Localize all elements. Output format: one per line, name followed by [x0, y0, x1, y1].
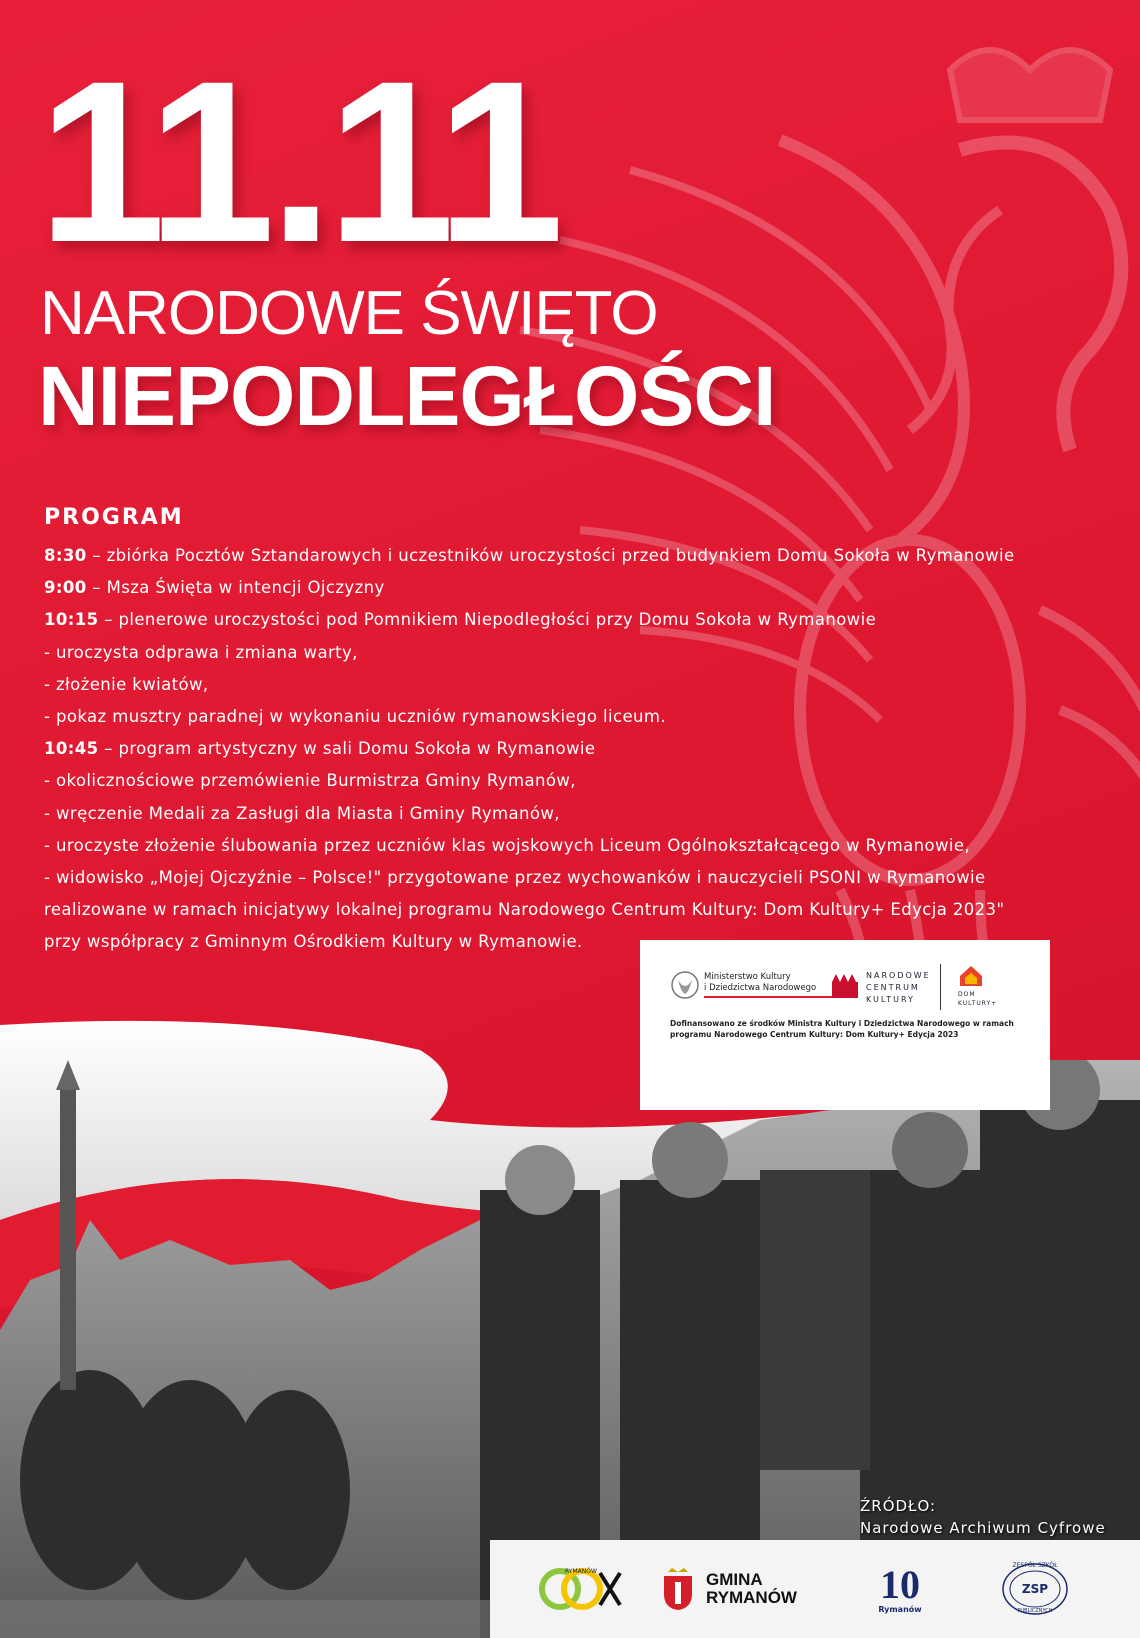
nck-name: NARODOWE CENTRUM KULTURY	[866, 971, 931, 1004]
program-line: 10:45 – program artystyczny w sali Domu Sokoła w Rymanowie	[44, 739, 596, 759]
program-line: - pokaz musztry paradnej w wykonaniu uczniów rymanowskiego liceum.	[44, 707, 666, 727]
ministry-eagle-icon	[670, 970, 700, 1000]
gok-logo: RYMANÓW	[535, 1554, 625, 1624]
program-list	[44, 540, 1124, 959]
program-line: - uroczyste złożenie ślubowania przez uczniów klas wojskowych Liceum Ogólnokształcącego w Rymanowie,	[44, 835, 971, 855]
title-line-1: NARODOWE ŚWIĘTO	[40, 279, 658, 348]
photo-source	[860, 1495, 1106, 1539]
program-line: 8:30 – zbiórka Pocztów Sztandarowych i uczestników uroczystości przed budynkiem Domu Sokoła w Rymanowie	[44, 546, 1015, 565]
footer-logos	[490, 1540, 1140, 1638]
source-name: Narodowe Archiwum Cyfrowe	[860, 1519, 1106, 1537]
sponsor-divider	[940, 964, 941, 1010]
program-line: realizowane w ramach inicjatywy lokalnej programu Narodowego Centrum Kultury: Dom Kultury+ Edycja 2023"	[44, 900, 1005, 920]
dom-kultury-name: DOM KULTURY+	[958, 991, 998, 1007]
zsp-logo: ZESPÓŁ SZKÓŁ ZSP PUBLICZNYCH	[995, 1554, 1075, 1624]
program-line: - złożenie kwiatów,	[44, 674, 209, 694]
sponsor-note: Dofinansowano ze środków Ministra Kultury i Dziedzictwa Narodowego w ramach programu Narodowego Centrum Kultury: Dom Kultury+ Edycja 2023	[670, 1019, 1014, 1039]
program-line: 9:00 – Msza Święta w intencji Ojczyzny	[44, 578, 385, 598]
program-heading: PROGRAM	[44, 505, 184, 530]
event-date: 11.11	[38, 33, 559, 290]
sponsor-logos	[670, 962, 1030, 1012]
lo-logo: 10 Rymanów	[878, 1561, 922, 1614]
program-line: przy współpracy z Gminnym Ośrodkiem Kultury w Rymanowie.	[44, 932, 583, 952]
ministry-name: Ministerstwo Kultury i Dziedzictwa Narodowego	[704, 972, 842, 998]
program-line: - uroczysta odprawa i zmiana warty,	[44, 642, 358, 662]
nck-logo-icon	[830, 970, 860, 1000]
gmina-name: GMINA RYMANÓW	[706, 1570, 797, 1607]
program-line: - wręczenie Medali za Zasługi dla Miasta i Gminy Rymanów,	[44, 803, 560, 823]
program-line: 10:15 – plenerowe uroczystości pod Pomnikiem Niepodległości przy Domu Sokoła w Rymanowie	[44, 610, 877, 630]
dom-kultury-house-icon	[958, 964, 984, 988]
source-label: ŹRÓDŁO:	[860, 1497, 937, 1515]
title-line-2: NIEPODLEGŁOŚCI	[38, 349, 776, 443]
sponsor-box	[640, 940, 1050, 1110]
gmina-logo	[660, 1554, 810, 1624]
program-line: - widowisko „Mojej Ojczyźnie – Polsce!" przygotowane przez wychowanków i nauczycieli PSONI w Rymanowie	[44, 868, 986, 888]
program-line: - okolicznościowe przemówienie Burmistrza Gminy Rymanów,	[44, 771, 576, 791]
gmina-coat-of-arms-icon	[660, 1566, 696, 1612]
